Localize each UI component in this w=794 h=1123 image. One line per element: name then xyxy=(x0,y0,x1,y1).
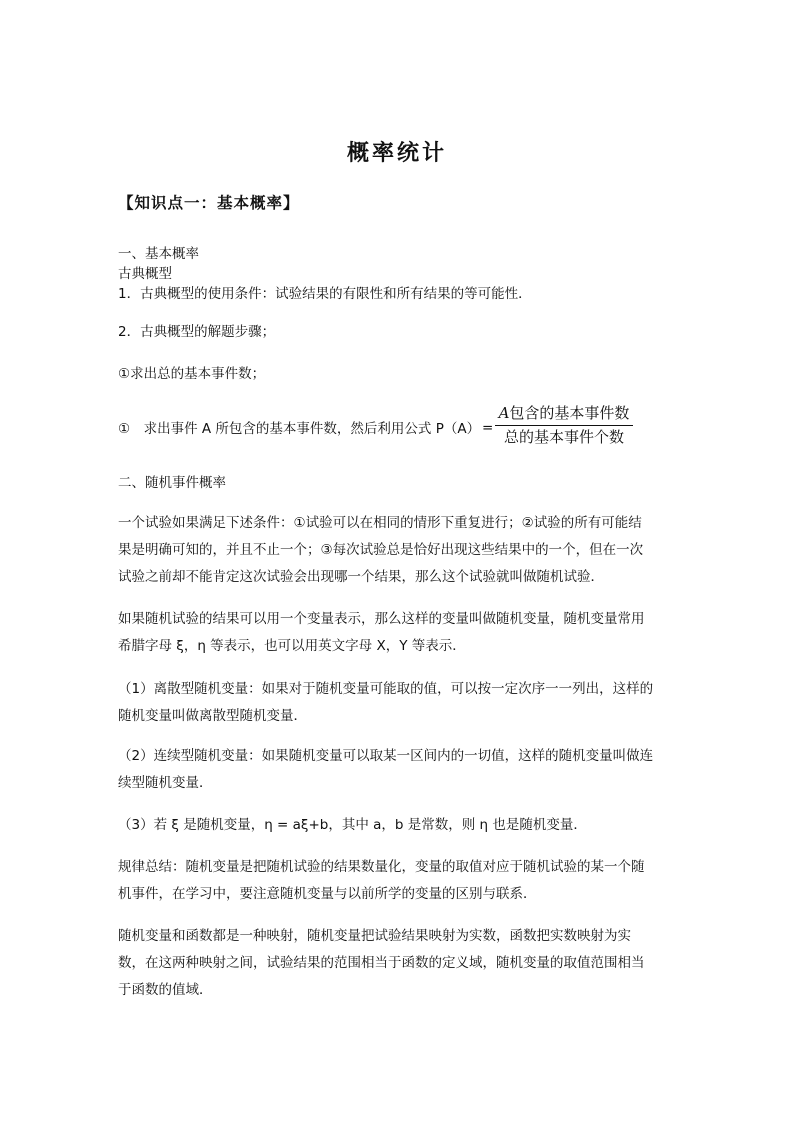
section1-step1: ①求出总的基本事件数； xyxy=(118,366,266,382)
section1-subheading: 古典概型 xyxy=(118,266,172,282)
section1-heading: 一、基本概率 xyxy=(118,246,199,262)
para5: （3）若 ξ 是随机变量，η = aξ+b，其中 a，b 是常数，则 η 也是随机变量． xyxy=(118,817,587,833)
section2-heading: 二、随机事件概率 xyxy=(118,475,226,491)
para7-line3: 于函数的值域． xyxy=(118,982,213,998)
para3-line2: 随机变量叫做离散型随机变量． xyxy=(118,708,307,724)
para7-line1: 随机变量和函数都是一种映射，随机变量把试验结果映射为实数，函数把实数映射为实 xyxy=(118,928,631,944)
formula-equals: = xyxy=(482,420,494,436)
probability-formula-fraction xyxy=(493,403,635,447)
fraction-denominator: 总的基本事件个数 xyxy=(503,428,624,446)
para1-line3: 试验之前却不能肯定这次试验会出现哪一个结果，那么这个试验就叫做随机试验． xyxy=(118,569,604,585)
fraction-numerator xyxy=(493,403,635,425)
para3-line1: （1）离散型随机变量：如果对于随机变量可能取的值，可以按一定次序一一列出，这样的 xyxy=(118,681,654,697)
para4-line1: （2）连续型随机变量：如果随机变量可以取某一区间内的一切值，这样的随机变量叫做连 xyxy=(118,748,654,764)
para6-line2: 机事件，在学习中，要注意随机变量与以前所学的变量的区别与联系． xyxy=(118,886,537,902)
para1-line2: 果是明确可知的，并且不止一个；③每次试验总是恰好出现这些结果中的一个，但在一次 xyxy=(118,542,644,558)
para2-line2: 希腊字母 ξ，η 等表示，也可以用英文字母 X，Y 等表示． xyxy=(118,638,466,654)
section1-step2-text: ① 求出事件 A 所包含的基本事件数，然后利用公式 P（A） xyxy=(118,421,481,437)
section1-item1: 1．古典概型的使用条件：试验结果的有限性和所有结果的等可能性． xyxy=(118,286,532,302)
knowledge-point-heading: 【知识点一：基本概率】 xyxy=(118,193,300,212)
section1-item2: 2．古典概型的解题步骤； xyxy=(118,324,276,340)
para6-line1: 规律总结：随机变量是把随机试验的结果数量化，变量的取值对应于随机试验的某一个随 xyxy=(118,859,645,875)
numerator-text: 包含的基本事件数 xyxy=(509,404,630,422)
para1-line1: 一个试验如果满足下述条件：①试验可以在相同的情形下重复进行；②试验的所有可能结 xyxy=(118,515,642,531)
page-title: 概率统计 xyxy=(346,140,447,166)
para4-line2: 续型随机变量． xyxy=(118,775,213,791)
numerator-variable: A xyxy=(498,404,510,422)
para2-line1: 如果随机试验的结果可以用一个变量表示，那么这样的变量叫做随机变量，随机变量常用 xyxy=(118,611,645,627)
para7-line2: 数，在这两种映射之间，试验结果的范围相当于函数的定义域，随机变量的取值范围相当 xyxy=(118,955,645,971)
